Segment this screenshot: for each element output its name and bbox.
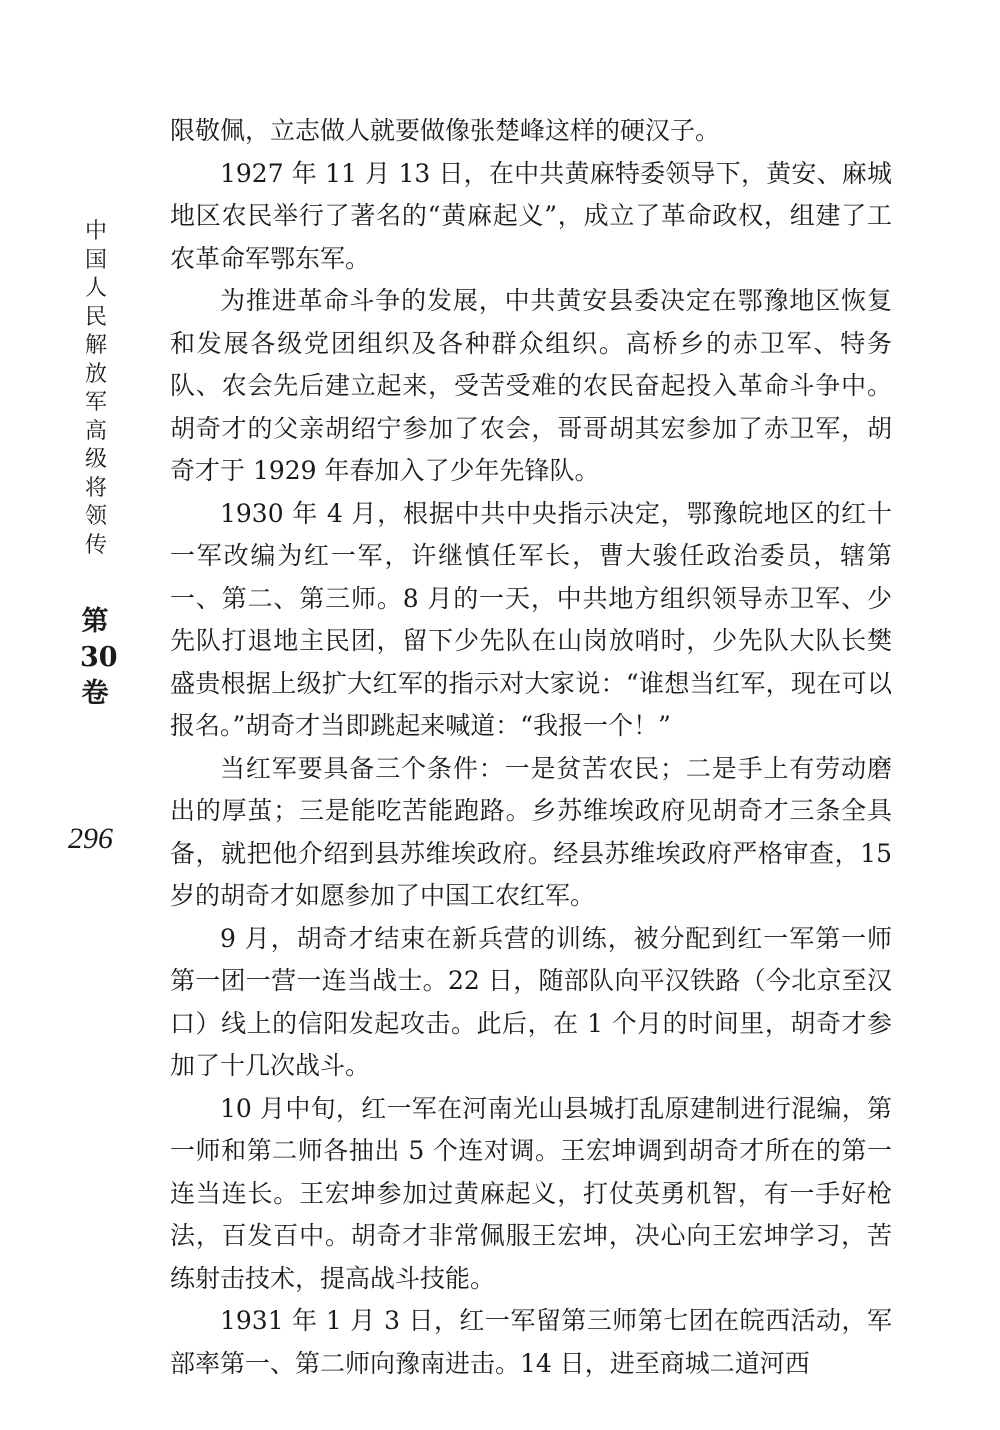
- paragraph: 10 月中旬，红一军在河南光山县城打乱原建制进行混编，第一师和第二师各抽出 5 个连对调。王宏坤调到胡奇才所在的第一连当连长。王宏坤参加过黄麻起义，打仗英勇机智，有一手好枪法，百发百中。胡奇才非常佩服王宏坤，决心向王宏坤学习，苦练射击技术，提高战斗技能。: [170, 1093, 892, 1293]
- paragraph: 当红军要具备三个条件：一是贫苦农民；二是手上有劳动磨出的厚茧；三是能吃苦能跑路。乡苏维埃政府见胡奇才三条全具备，就把他介绍到县苏维埃政府。经县苏维埃政府严格审查，15 岁的胡奇才如愿参加了中国工农红军。: [170, 753, 892, 910]
- paragraph: 1931 年 1 月 3 日，红一军留第三师第七团在皖西活动，军部率第一、第二师向豫南进击。14 日，进至商城二道河西: [170, 1306, 892, 1378]
- volume-number: 30: [80, 642, 118, 673]
- paragraph: 1930 年 4 月，根据中共中央指示决定，鄂豫皖地区的红十一军改编为红一军，许继慎任军长，曹大骏任政治委员，辖第一、第二、第三师。8 月的一天，中共地方组织领导赤卫军、少先队打退地主民团，留下少先队在山岗放哨时，少先队大队长樊盛贵根据上级扩大红军的指示对大家说：“谁想当红军，现在可以报名。”胡奇才当即跳起来喊道：“我报一个！”: [170, 498, 892, 740]
- volume-label: [80, 604, 118, 712]
- page-number: 296: [68, 822, 113, 855]
- paragraph: 1927 年 11 月 13 日，在中共黄麻特委领导下，黄安、麻城地区农民举行了著名的“黄麻起义”，成立了革命政权，组建了工农革命军鄂东军。: [170, 158, 892, 273]
- volume-suffix: 卷: [81, 678, 109, 709]
- paragraph: 限敬佩，立志做人就要做像张楚峰这样的硬汉子。: [170, 116, 721, 145]
- paragraph: 9 月，胡奇才结束在新兵营的训练，被分配到红一军第一师第一团一营一连当战士。22 日，随部队向平汉铁路（今北京至汉口）线上的信阳发起攻击。此后，在 1 个月的时间里，胡奇才参加了十几次战斗。: [170, 923, 892, 1080]
- series-title: 中国人民解放军高级将领传: [84, 219, 107, 558]
- body-text: [170, 110, 892, 1385]
- paragraph: 为推进革命斗争的发展，中共黄安县委决定在鄂豫地区恢复和发展各级党团组织及各种群众组织。高桥乡的赤卫军、特务队、农会先后建立起来，受苦受难的农民奋起投入革命斗争中。胡奇才的父亲胡绍宁参加了农会，哥哥胡其宏参加了赤卫军，胡奇才于 1929 年春加入了少年先锋队。: [170, 286, 892, 485]
- volume-prefix: 第: [81, 606, 109, 637]
